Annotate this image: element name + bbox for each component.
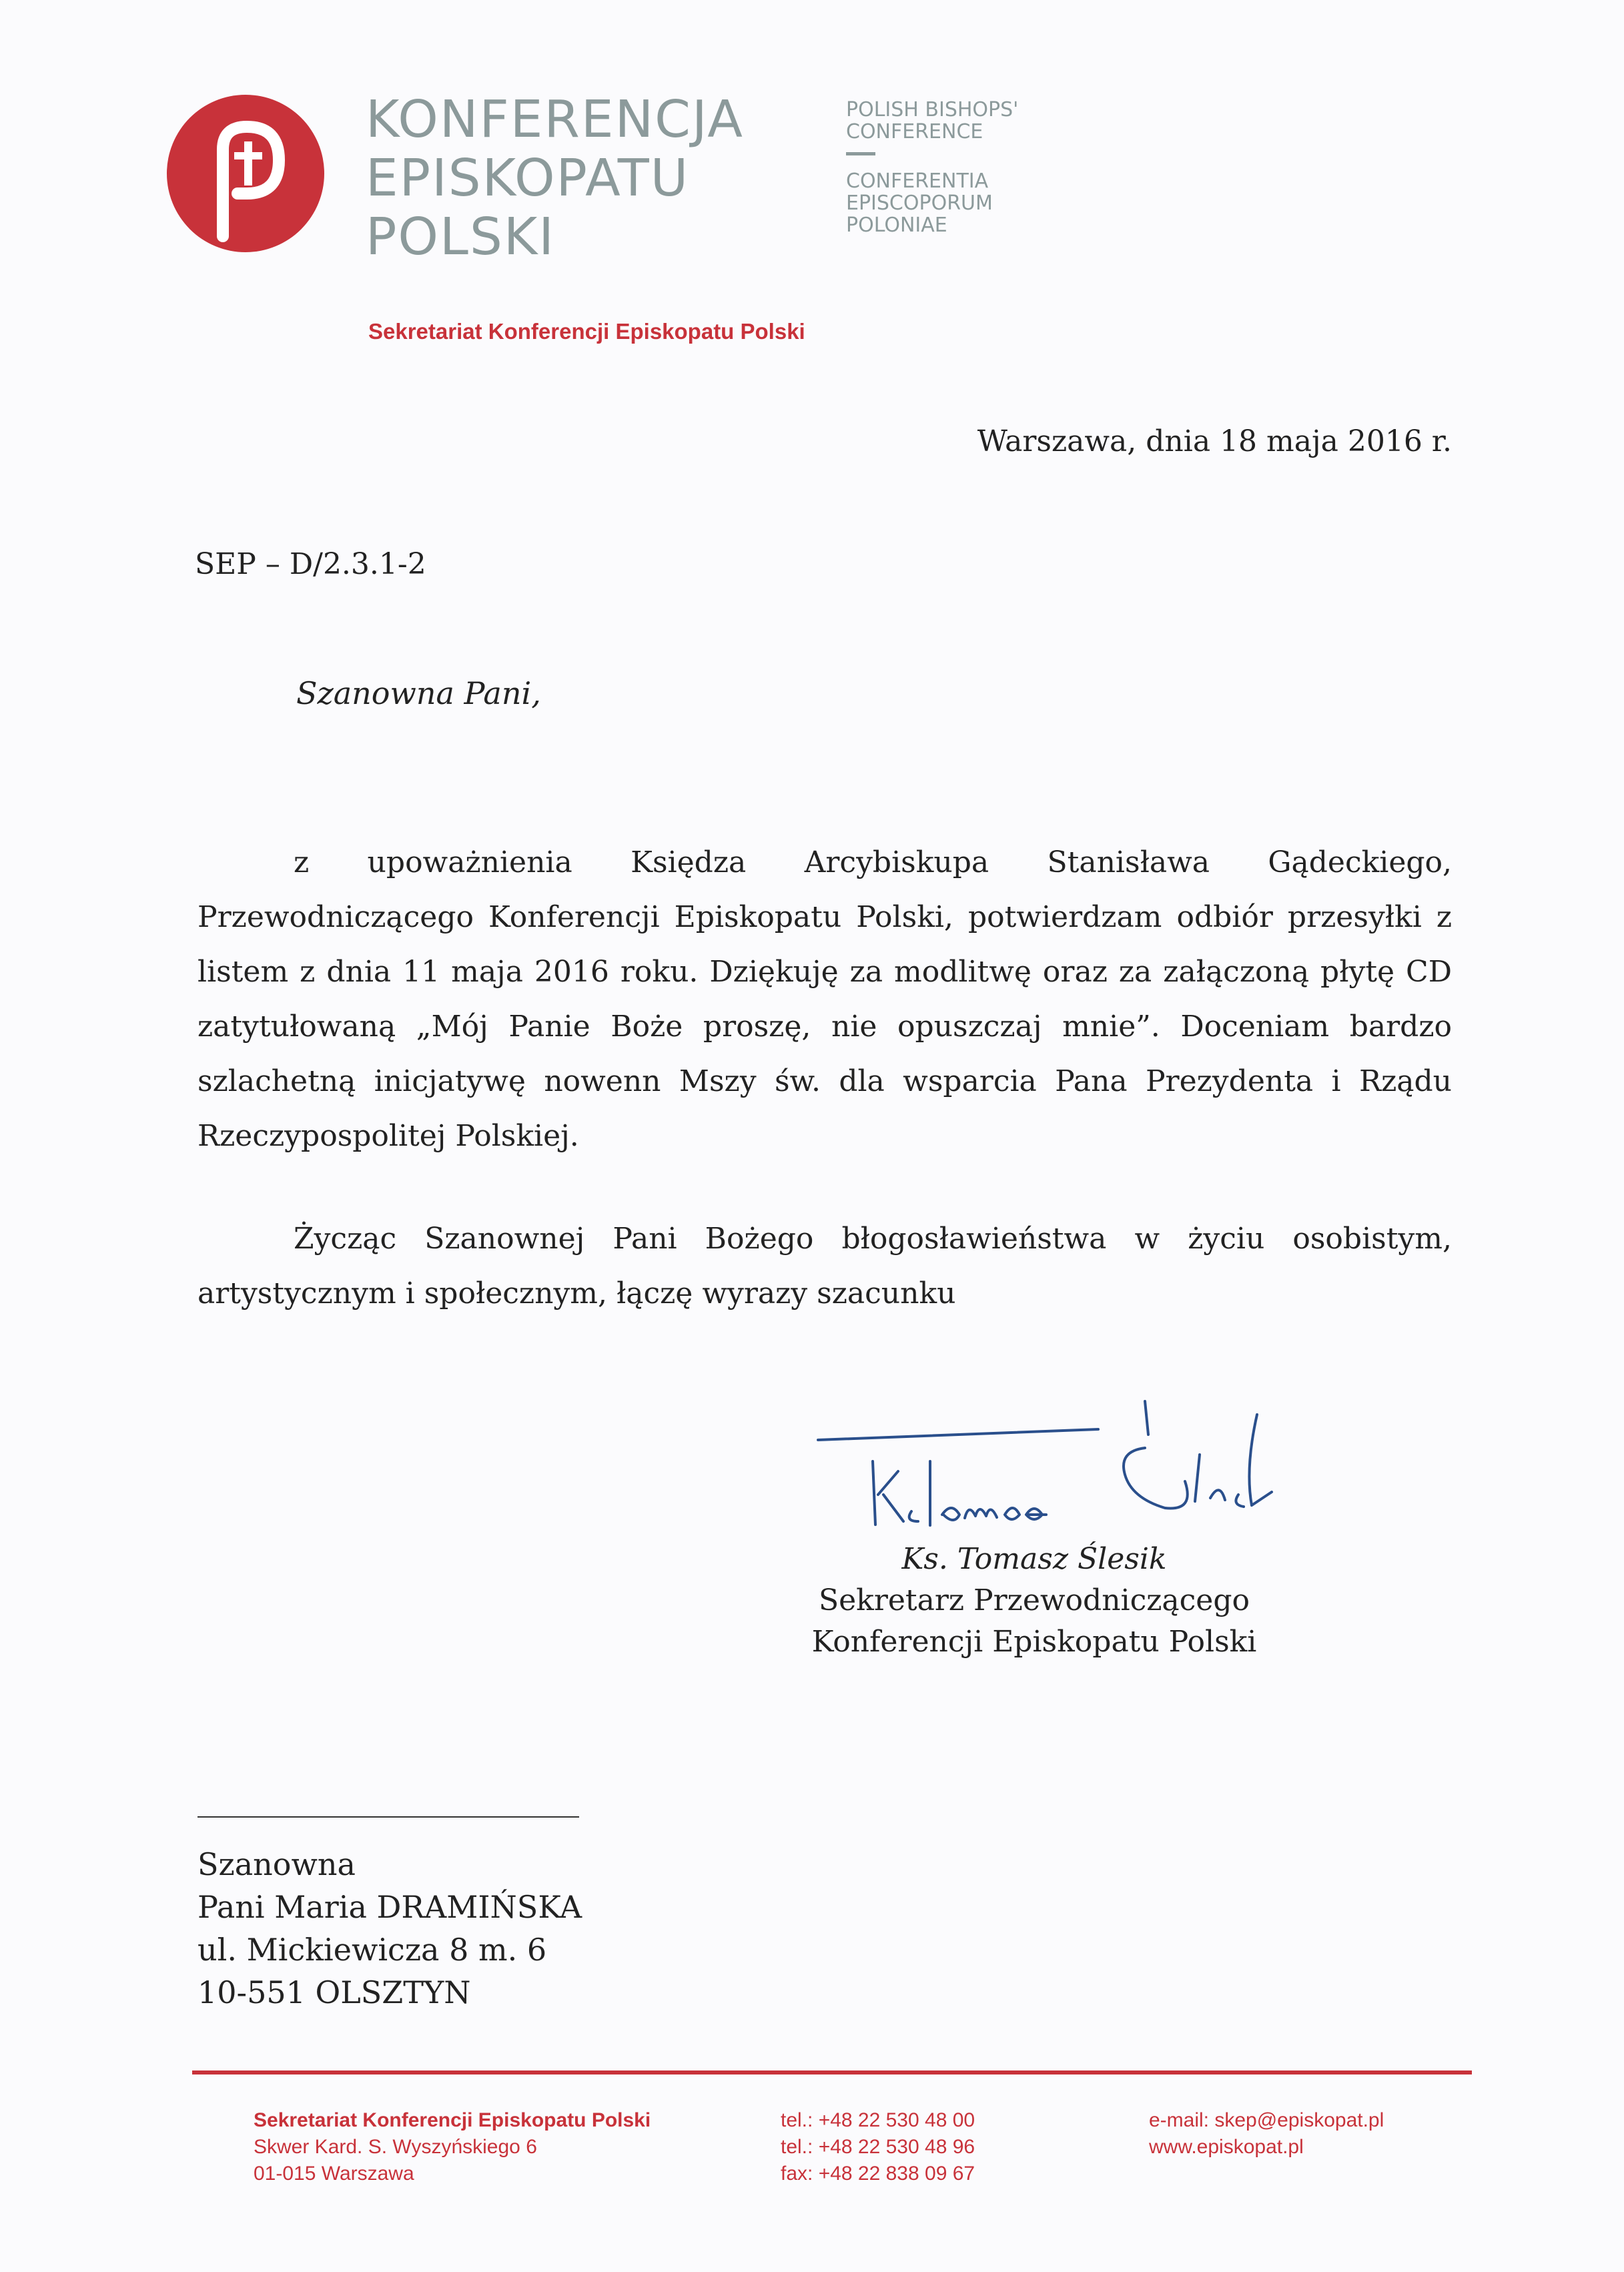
signature-block — [774, 1539, 1294, 1663]
paragraph-2: Życząc Szanownej Pani Bożego błogosławieństwa w życiu osobistym, artystycznym i społecznym, łączę wyrazy szacunku — [197, 1222, 1452, 1310]
org-name-line-2: EPISKOPATU — [366, 149, 690, 208]
latin-line-1: CONFERENTIA — [846, 169, 989, 193]
english-line-1: POLISH BISHOPS' — [846, 98, 1019, 121]
footer-divider — [192, 2070, 1472, 2074]
footer-contact — [1149, 2107, 1384, 2161]
address-divider — [197, 1816, 579, 1818]
reference-number: SEP – D/2.3.1-2 — [195, 547, 426, 581]
secretariat-heading: Sekretariat Konferencji Episkopatu Polski — [368, 319, 805, 344]
address-line-3: ul. Mickiewicza 8 m. 6 — [197, 1932, 547, 1968]
letter-body — [197, 835, 1452, 1321]
signatory-name: Ks. Tomasz Ślesik — [901, 1542, 1167, 1576]
footer-website: www.episkopat.pl — [1149, 2136, 1304, 2158]
paragraph-1: z upoważnienia Księdza Arcybiskupa Stanisława Gądeckiego, Przewodniczącego Konferencji Episkopatu Polski, potwierdzam odbiór przesyłki z listem z dnia 11 maja 2016 roku. Dziękuję za modlitwę oraz za załączoną płytę CD zatytułowaną „Mój Panie Boże proszę, nie opuszczaj mnie”. Doceniam bardzo szlachetną inicjatywę nowenn Mszy św. dla wsparcia Pana Prezydenta i Rządu Rzeczypospolitej Polskiej. — [197, 845, 1452, 1153]
footer-phones — [781, 2107, 975, 2187]
footer-org: Sekretariat Konferencji Episkopatu Polski — [254, 2109, 651, 2131]
footer-fax: fax: +48 22 838 09 67 — [781, 2163, 975, 2185]
footer-tel-1: tel.: +48 22 530 48 00 — [781, 2109, 975, 2131]
footer-email: e-mail: skep@episkopat.pl — [1149, 2109, 1384, 2131]
address-line-1: Szanowna — [197, 1846, 356, 1882]
salutation: Szanowna Pani, — [296, 675, 541, 711]
footer-street: Skwer Kard. S. Wyszyńskiego 6 — [254, 2136, 537, 2158]
latin-line-3: POLONIAE — [846, 214, 947, 237]
circle-cross-p-logo-icon — [165, 93, 326, 254]
footer-address — [254, 2107, 651, 2187]
org-name-line-3: POLSKI — [366, 208, 556, 267]
address-line-4: 10-551 OLSZTYN — [197, 1974, 471, 2010]
signatory-title-line-1: Sekretarz Przewodniczącego — [818, 1583, 1250, 1617]
address-line-2: Pani Maria DRAMIŃSKA — [197, 1889, 582, 1925]
footer-tel-2: tel.: +48 22 530 48 96 — [781, 2136, 975, 2158]
handwritten-signature — [811, 1388, 1292, 1541]
footer-city: 01-015 Warszawa — [254, 2163, 414, 2185]
organization-name — [366, 91, 744, 267]
letter-date: Warszawa, dnia 18 maja 2016 r. — [977, 424, 1452, 458]
divider-dash — [846, 152, 875, 155]
recipient-address — [197, 1843, 582, 2014]
org-name-line-1: KONFERENCJA — [366, 90, 744, 149]
org-name-translations — [846, 99, 1018, 236]
english-line-2: CONFERENCE — [846, 120, 983, 143]
latin-line-2: EPISCOPORUM — [846, 192, 993, 215]
signatory-title-line-2: Konferencji Episkopatu Polski — [811, 1625, 1257, 1659]
